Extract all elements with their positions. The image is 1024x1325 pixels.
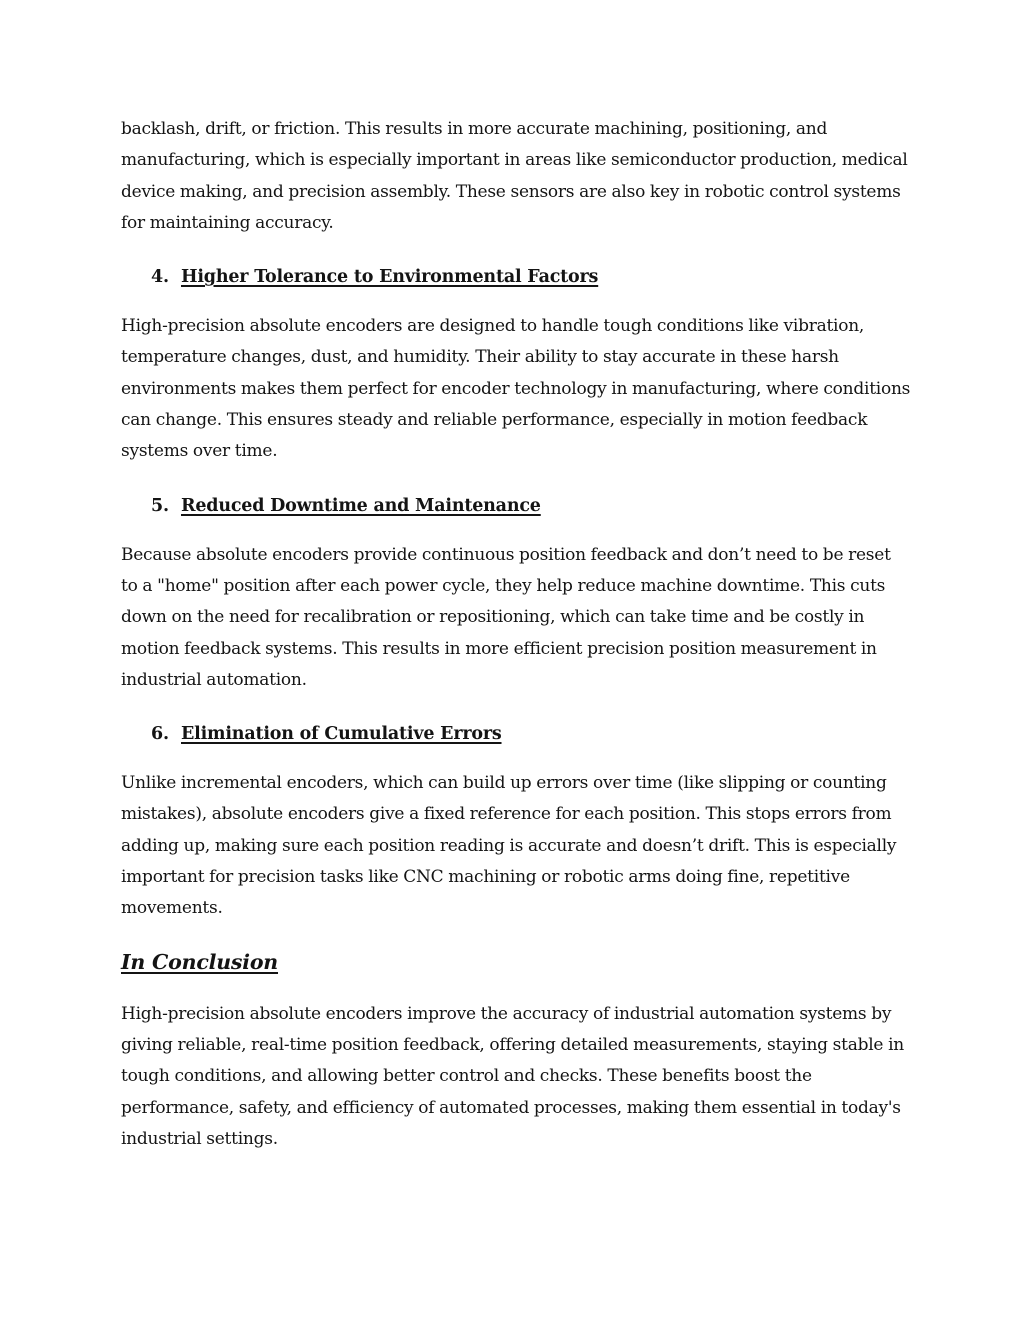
conclusion-heading: In Conclusion [121, 949, 279, 974]
conclusion-paragraph: High-precision absolute encoders improve the accuracy of industrial automation systems by giving reliable, real-time position feedback, offering detailed measurements, staying stable in tough conditions, and allowing better control and checks. These benefits boost the performance, safety, and efficiency of automated processes, making them essential in today's industrial settings. [121, 1003, 904, 1149]
section-4-number: 4. [151, 267, 169, 288]
section-6-number: 6. [151, 724, 169, 745]
document-page [121, 114, 911, 1155]
section-5-heading [121, 492, 911, 520]
section-4-paragraph: High-precision absolute encoders are designed to handle tough conditions like vibration, temperature changes, dust, and humidity. Their ability to stay accurate in these harsh environments makes them perfect for encoder technology in manufacturing, where conditions can change. This ensures steady and reliable performance, especially in motion feedback systems over time. [121, 316, 911, 462]
section-6-heading [121, 720, 911, 748]
section-5-paragraph: Because absolute encoders provide continuous position feedback and don’t need to be reset to a "home" position after each power cycle, they help reduce machine downtime. This cuts down on the need for recalibration or repositioning, which can take time and be costly in motion feedback systems. This results in more efficient precision position measurement in industrial automation. [121, 544, 891, 690]
section-5-number: 5. [151, 495, 169, 516]
section-5-title: Reduced Downtime and Maintenance [181, 495, 541, 516]
section-6-paragraph: Unlike incremental encoders, which can build up errors over time (like slipping or counting mistakes), absolute encoders give a fixed reference for each position. This stops errors from adding up, making sure each position reading is accurate and doesn’t drift. This is especially important for precision tasks like CNC machining or robotic arms doing fine, repetitive movements. [121, 773, 897, 919]
section-4-heading [121, 263, 911, 291]
section-6-title: Elimination of Cumulative Errors [181, 724, 502, 745]
section-4-title: Higher Tolerance to Environmental Factors [181, 267, 599, 288]
intro-continuation-paragraph: backlash, drift, or friction. This results in more accurate machining, positioning, and manufacturing, which is especially important in areas like semiconductor production, medical device making, and precision assembly. These sensors are also key in robotic control systems for maintaining accuracy. [121, 119, 908, 233]
